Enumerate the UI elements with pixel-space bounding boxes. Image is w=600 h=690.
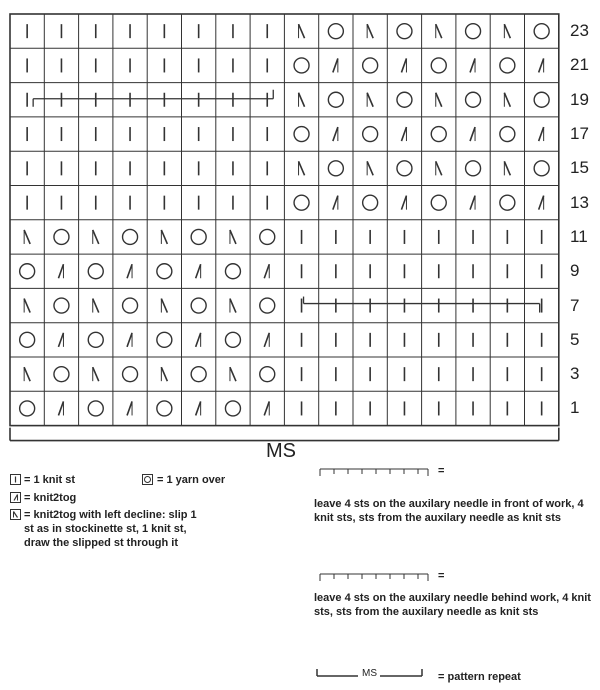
k2tog-left-symbol [299,161,305,175]
k2tog-left-legend-icon [10,509,21,520]
k2tog-symbol [539,196,544,210]
row-number: 23 [570,21,589,41]
k2tog-symbol [333,196,338,210]
k2tog-left-symbol [230,299,236,313]
k2tog-left-symbol [436,93,442,107]
yarn-over-symbol [54,229,69,244]
k2tog-symbol [333,58,338,72]
cable-front-text-2: knit sts, sts from the auxilary needle as knit sts [314,512,561,524]
yarn-over-symbol [157,401,172,416]
yarn-over-symbol [157,332,172,347]
repeat-label: MS [266,440,296,462]
row-number: 7 [570,295,580,315]
k2tog-left-symbol [299,93,305,107]
k2tog-left-symbol [161,299,167,313]
yarn-over-symbol [225,264,240,279]
yarn-over-symbol [363,195,378,210]
k2tog-left-symbol [24,230,30,244]
yarn-over-symbol [500,127,515,142]
yarn-over-symbol [431,195,446,210]
yarn-over-symbol [191,229,206,244]
yarn-over-symbol [328,161,343,176]
yarn-over-symbol [88,264,103,279]
yarn-over-symbol [466,92,481,107]
k2tog-left-symbol [161,367,167,381]
yarn-over-symbol [88,332,103,347]
k2tog-symbol [127,401,132,415]
cable-back-eq: = [438,570,445,582]
row-number: 19 [570,89,589,109]
k2tog-left-symbol [504,161,510,175]
yarn-over-symbol [123,367,138,382]
k2tog-symbol [196,333,201,347]
yarn-over-symbol [397,92,412,107]
yarn-over-symbol [123,229,138,244]
yarn-over-symbol [466,161,481,176]
yarn-over-symbol [157,264,172,279]
repeat-legend-text: = pattern repeat [438,671,521,683]
k2tog-symbol [264,333,269,347]
yarn-over-symbol [534,92,549,107]
k2tog-symbol [401,58,406,72]
k2tog-symbol [264,401,269,415]
yarn-over-symbol [191,298,206,313]
k2tog-symbol [539,127,544,141]
cable-back-text-2: sts, sts from the auxilary needle as knit sts [314,606,539,618]
k2tog-left-symbol [504,93,510,107]
k2tog-symbol [470,196,475,210]
yarn-over-symbol [534,161,549,176]
k2tog-left-symbol [161,230,167,244]
k2tog-left-symbol [436,24,442,38]
k2tog-left-symbol [93,367,99,381]
yarn-over-symbol [328,92,343,107]
yarn-over-symbol [225,401,240,416]
k2tog-left-symbol [299,24,305,38]
yarn-over-symbol [260,367,275,382]
k2tog-legend-text: = knit2tog [24,492,77,504]
yarn-over-symbol [294,195,309,210]
k2tog-left-symbol [24,367,30,381]
yarn-over-symbol [260,229,275,244]
k2tog-symbol [58,333,63,347]
yarn-over-symbol [363,127,378,142]
k2tog-left-legend-text: = knit2tog with left decline: slip 1 [24,509,197,521]
k2tog-left-symbol [230,230,236,244]
yarn-over-symbol [20,401,35,416]
row-number: 3 [570,364,580,384]
k2tog-symbol [470,58,475,72]
k2tog-symbol [539,58,544,72]
cable-front-text: leave 4 sts on the auxilary needle in front of work, 4 [314,498,584,510]
yarn-over-symbol [225,332,240,347]
k2tog-left-symbol [93,299,99,313]
k2tog-symbol [401,196,406,210]
yarn-over-symbol [191,367,206,382]
row-number: 17 [570,124,589,144]
cable-front-legend-icon [318,466,438,480]
k2tog-legend-icon [10,492,21,503]
yarn-over-legend-icon [142,474,153,485]
yarn-over-symbol [123,298,138,313]
k2tog-symbol [333,127,338,141]
repeat-legend-ms: MS [362,668,377,679]
cable-back-legend-icon [318,571,438,585]
k2tog-symbol [58,401,63,415]
k2tog-left-symbol [367,161,373,175]
yarn-over-symbol [294,127,309,142]
k2tog-left-legend-text-3: draw the slipped st through it [24,537,178,549]
row-number: 21 [570,55,589,75]
k2tog-left-symbol [367,24,373,38]
yarn-over-symbol [431,58,446,73]
yarn-over-symbol [88,401,103,416]
yarn-over-symbol [500,58,515,73]
yarn-over-symbol [54,298,69,313]
yarn-over-symbol [328,24,343,39]
cable-front-eq: = [438,465,445,477]
k2tog-symbol [127,264,132,278]
k2tog-symbol [470,127,475,141]
yarn-over-symbol [54,367,69,382]
yarn-over-symbol [260,298,275,313]
row-number: 5 [570,329,580,349]
row-number: 11 [570,226,588,246]
k2tog-left-symbol [93,230,99,244]
yarn-over-symbol [500,195,515,210]
yarn-over-symbol [294,58,309,73]
row-number: 15 [570,158,589,178]
k2tog-symbol [196,401,201,415]
k2tog-symbol [58,264,63,278]
k2tog-left-symbol [367,93,373,107]
yarn-over-symbol [20,332,35,347]
cable-back-text: leave 4 sts on the auxilary needle behind work, 4 knit [314,592,591,604]
yarn-over-legend-text: = 1 yarn over [157,474,226,486]
yarn-over-symbol [534,24,549,39]
k2tog-left-symbol [230,367,236,381]
k2tog-symbol [401,127,406,141]
yarn-over-symbol [20,264,35,279]
yarn-over-symbol [397,161,412,176]
knit-legend-text: = 1 knit st [24,474,76,486]
k2tog-left-symbol [436,161,442,175]
k2tog-left-symbol [504,24,510,38]
row-number: 9 [570,261,580,281]
yarn-over-symbol [363,58,378,73]
k2tog-symbol [264,264,269,278]
row-number: 1 [570,398,580,418]
yarn-over-symbol [466,24,481,39]
k2tog-left-legend-text-2: st as in stockinette st, 1 knit st, [24,523,187,535]
row-number: 13 [570,192,589,212]
k2tog-symbol [127,333,132,347]
knit-legend-icon [10,474,21,485]
k2tog-left-symbol [24,299,30,313]
yarn-over-symbol [397,24,412,39]
k2tog-symbol [196,264,201,278]
yarn-over-symbol [431,127,446,142]
